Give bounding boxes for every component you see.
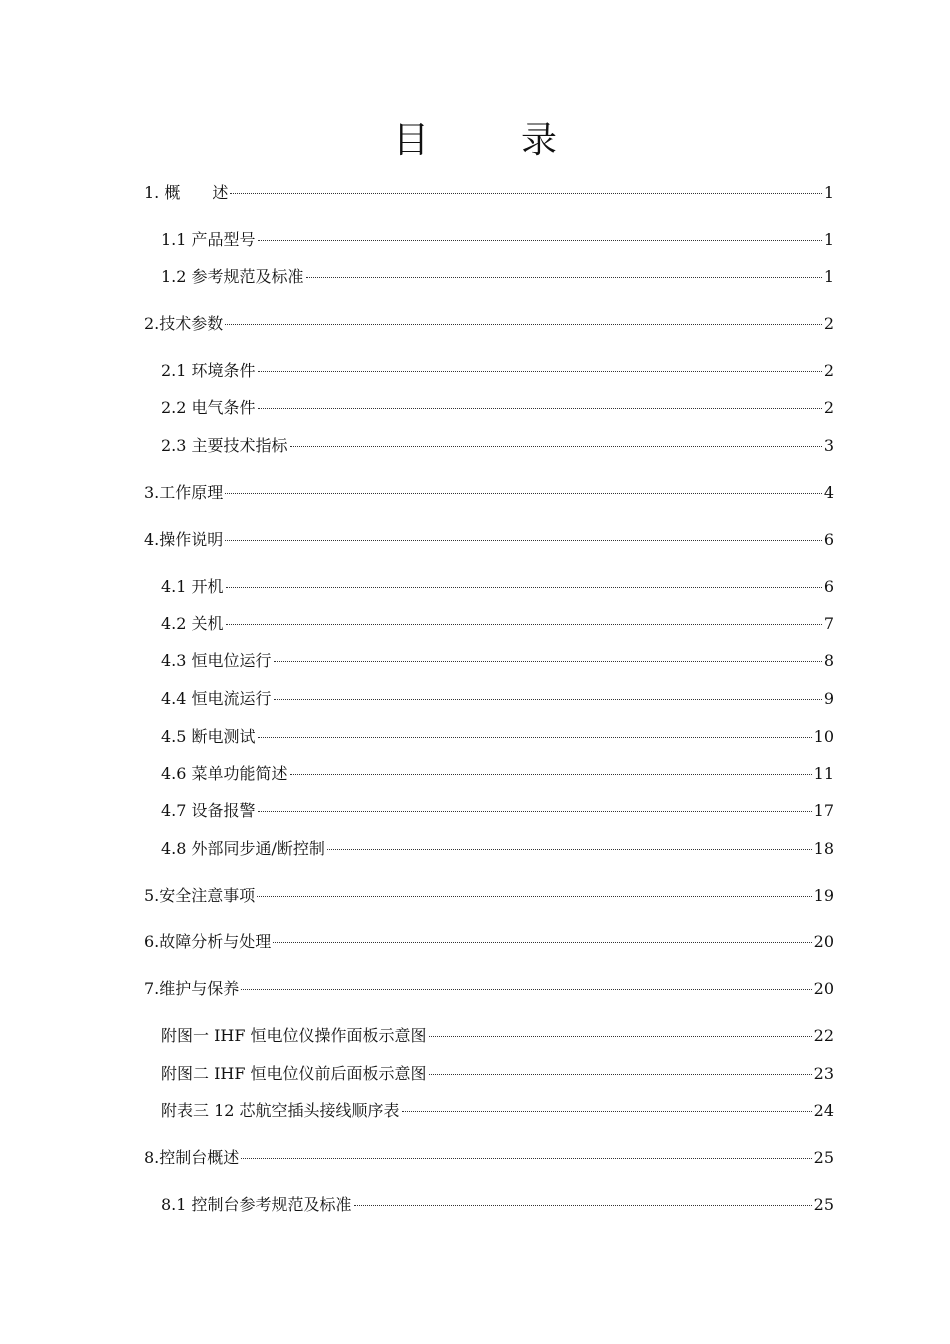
dot-leader bbox=[306, 277, 822, 278]
toc-entry[interactable] bbox=[161, 614, 834, 634]
toc-entry-page-number: 20 bbox=[813, 932, 834, 951]
toc-entry-page-number: 7 bbox=[823, 614, 834, 633]
toc-entry[interactable] bbox=[144, 932, 834, 952]
toc-entry-label: 附图一 IHF 恒电位仪操作面板示意图 bbox=[161, 1026, 427, 1045]
toc-entry-label: 附图二 IHF 恒电位仪前后面板示意图 bbox=[161, 1064, 427, 1083]
dot-leader bbox=[327, 849, 812, 850]
toc-entry-label: 6.故障分析与处理 bbox=[144, 932, 272, 951]
toc-entry-page-number: 10 bbox=[813, 727, 834, 746]
dot-leader bbox=[258, 371, 822, 372]
toc-entry[interactable] bbox=[144, 314, 834, 334]
toc-entry[interactable] bbox=[161, 727, 834, 747]
toc-entry[interactable] bbox=[161, 436, 834, 456]
dot-leader bbox=[226, 587, 822, 588]
toc-entry-label: 4.7 设备报警 bbox=[161, 801, 256, 820]
toc-entry-label: 4.操作说明 bbox=[144, 530, 224, 549]
dot-leader bbox=[290, 446, 822, 447]
dot-leader bbox=[258, 737, 812, 738]
dot-leader bbox=[290, 774, 812, 775]
toc-entry-label: 2.2 电气条件 bbox=[161, 398, 256, 417]
toc-entry-page-number: 4 bbox=[823, 483, 834, 502]
toc-entry[interactable] bbox=[161, 801, 834, 821]
toc-entry-label: 1. 概 述 bbox=[144, 183, 229, 202]
toc-entry-label: 3.工作原理 bbox=[144, 483, 224, 502]
toc-entry[interactable] bbox=[161, 1101, 834, 1121]
dot-leader bbox=[273, 942, 811, 943]
toc-entry-label: 4.1 开机 bbox=[161, 577, 224, 596]
dot-leader bbox=[257, 896, 811, 897]
toc-entry-page-number: 25 bbox=[813, 1195, 834, 1214]
toc-entry[interactable] bbox=[161, 839, 834, 859]
toc-entry-page-number: 17 bbox=[813, 801, 834, 820]
toc-entry-label: 1.1 产品型号 bbox=[161, 230, 256, 249]
toc-entry[interactable] bbox=[161, 651, 834, 671]
toc-entry[interactable] bbox=[144, 483, 834, 503]
toc-entry[interactable] bbox=[144, 979, 834, 999]
toc-entry-label: 附表三 12 芯航空插头接线顺序表 bbox=[161, 1101, 400, 1120]
toc-entry-page-number: 1 bbox=[823, 183, 834, 202]
toc-entry-page-number: 18 bbox=[813, 839, 834, 858]
dot-leader bbox=[429, 1036, 812, 1037]
dot-leader bbox=[230, 193, 821, 194]
dot-leader bbox=[225, 493, 822, 494]
dot-leader bbox=[354, 1205, 812, 1206]
toc-entry[interactable] bbox=[161, 764, 834, 784]
dot-leader bbox=[241, 989, 811, 990]
toc-entry[interactable] bbox=[161, 361, 834, 381]
toc-entry-page-number: 19 bbox=[813, 886, 834, 905]
dot-leader bbox=[258, 240, 822, 241]
toc-entry-label: 2.3 主要技术指标 bbox=[161, 436, 288, 455]
toc-entry-page-number: 1 bbox=[823, 230, 834, 249]
toc-entry-page-number: 23 bbox=[813, 1064, 834, 1083]
dot-leader bbox=[274, 661, 822, 662]
toc-entry-label: 1.2 参考规范及标准 bbox=[161, 267, 304, 286]
toc-title: 目 录 bbox=[392, 120, 585, 161]
dot-leader bbox=[258, 811, 812, 812]
toc-entry[interactable] bbox=[161, 1195, 834, 1215]
toc-entry[interactable] bbox=[161, 577, 834, 597]
toc-entry-label: 5.安全注意事项 bbox=[144, 886, 256, 905]
toc-entry-page-number: 20 bbox=[813, 979, 834, 998]
toc-entry-label: 4.4 恒电流运行 bbox=[161, 689, 272, 708]
dot-leader bbox=[274, 699, 822, 700]
toc-entry-label: 2.1 环境条件 bbox=[161, 361, 256, 380]
toc-entry[interactable] bbox=[161, 1026, 834, 1046]
toc-entry-label: 8.1 控制台参考规范及标准 bbox=[161, 1195, 352, 1214]
dot-leader bbox=[402, 1111, 812, 1112]
toc-entry[interactable] bbox=[161, 230, 834, 250]
toc-entry[interactable] bbox=[144, 886, 834, 906]
toc-entry-page-number: 6 bbox=[823, 530, 834, 549]
toc-entry-page-number: 22 bbox=[813, 1026, 834, 1045]
toc-entry-page-number: 2 bbox=[823, 398, 834, 417]
dot-leader bbox=[429, 1074, 812, 1075]
toc-entry-label: 8.控制台概述 bbox=[144, 1148, 240, 1167]
toc-entry-page-number: 2 bbox=[823, 361, 834, 380]
dot-leader bbox=[225, 540, 822, 541]
toc-entry-page-number: 25 bbox=[813, 1148, 834, 1167]
toc-entry-page-number: 8 bbox=[823, 651, 834, 670]
toc-entry[interactable] bbox=[161, 689, 834, 709]
dot-leader bbox=[241, 1158, 811, 1159]
toc-entry-page-number: 24 bbox=[813, 1101, 834, 1120]
toc-entry-page-number: 2 bbox=[823, 314, 834, 333]
toc-entry[interactable] bbox=[144, 1148, 834, 1168]
toc-entry[interactable] bbox=[161, 267, 834, 287]
toc-entry-page-number: 6 bbox=[823, 577, 834, 596]
toc-entry-page-number: 3 bbox=[823, 436, 834, 455]
toc-entry-label: 4.2 关机 bbox=[161, 614, 224, 633]
toc-entry[interactable] bbox=[161, 398, 834, 418]
toc-entry-label: 4.5 断电测试 bbox=[161, 727, 256, 746]
toc-entry-label: 2.技术参数 bbox=[144, 314, 224, 333]
toc-entry[interactable] bbox=[144, 183, 834, 203]
toc-entry[interactable] bbox=[161, 1064, 834, 1084]
dot-leader bbox=[258, 408, 822, 409]
toc-entry-page-number: 9 bbox=[823, 689, 834, 708]
dot-leader bbox=[225, 324, 822, 325]
toc-entry-label: 7.维护与保养 bbox=[144, 979, 240, 998]
toc-entry-label: 4.3 恒电位运行 bbox=[161, 651, 272, 670]
toc-entry-page-number: 1 bbox=[823, 267, 834, 286]
toc-entry-label: 4.8 外部同步通/断控制 bbox=[161, 839, 325, 858]
toc-entry-page-number: 11 bbox=[813, 764, 834, 783]
toc-entry-label: 4.6 菜单功能简述 bbox=[161, 764, 288, 783]
dot-leader bbox=[226, 624, 822, 625]
toc-entry[interactable] bbox=[144, 530, 834, 550]
